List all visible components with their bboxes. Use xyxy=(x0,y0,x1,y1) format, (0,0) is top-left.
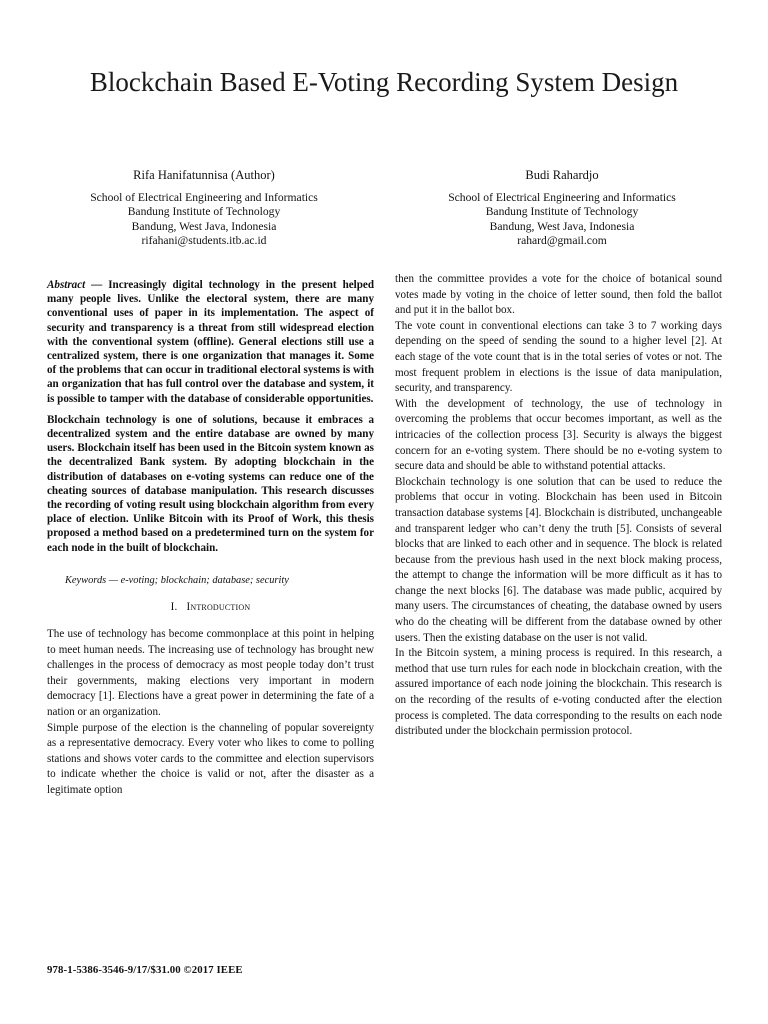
body-paragraph: With the development of technology, the use of technology in overcoming the problems that occur becomes important, as well as the intricacies of the collection process [3]. Security is always the biggest concern for an e-voting system. There should be no e-voting system to secure data and should be able to withstand potential attacks. xyxy=(395,397,722,473)
author-institution: Bandung Institute of Technology xyxy=(127,205,281,218)
copyright-footer: 978-1-5386-3546-9/17/$31.00 ©2017 IEEE xyxy=(47,964,243,976)
body-paragraph: Blockchain technology is one solution that can be used to reduce the problems that occur in voting. Blockchain has been used in Bitcoin transaction database systems [4]. Blockchain is distributed, unchangeable and transparent ledger who can’t deny the truth [5]. Consists of several blocks that are linked to each other and in sequence. The block is related because from the previous hash used in the next block making process, the attempt to change the information will be more difficult as it has to change the next blocks [6]. The database was made public, acquired by many users. The circumstances of cheating, the database owned by users who do the cheating will be different from the database owned by other users. Then the existing database on the user is not valid. xyxy=(395,475,722,644)
author-institution: Bandung Institute of Technology xyxy=(485,205,639,218)
author-email: rifahani@students.itb.ac.id xyxy=(141,234,267,247)
author-email: rahard@gmail.com xyxy=(517,234,607,247)
abstract-paragraph-2: Blockchain technology is one of solutions, because it embraces a decentralized system and the entire database are owned by many users. Blockchain itself has been used in the Bitcoin system known as the decentralized Bank system. By adopting blockchain in the distribution of databases on e-voting systems can reduce one of the cheating sources of database manipulation. This research discusses the recording of voting result using blockchain algorithm from every place of election. Unlike Bitcoin with its Proof of Work, this thesis proposed a method based on a predetermined turn on the system for each node in the built of blockchain. xyxy=(47,413,374,554)
left-column xyxy=(47,278,374,799)
body-paragraph: The vote count in conventional elections can take 3 to 7 working days depending on the speed of sending the sound to a higher level [2]. At each stage of the vote count that is in the total series of votes or not. The most frequent problem in elections is the issue of data manipulation, security, and transparency. xyxy=(395,319,722,395)
author-block-2 xyxy=(412,168,712,249)
section-heading xyxy=(47,600,374,616)
right-column xyxy=(395,272,722,740)
section-number: I. xyxy=(170,601,178,614)
author-location: Bandung, West Java, Indonesia xyxy=(489,219,635,233)
body-paragraph: Simple purpose of the election is the channeling of popular sovereignty as a representative democracy. Every voter who likes to come to polling stations and shows voter cards to the committee and election supervisors to indicate whether the choice is valid or not, after the disaster as a legitimate option xyxy=(47,721,374,796)
section-title: Introduction xyxy=(186,601,251,614)
body-paragraph: then the committee provides a vote for the choice of botanical sound votes made by voting in the choice of letter sound, then fold the ballot and put it in the ballot box. xyxy=(395,273,722,317)
paper-title: Blockchain Based E-Voting Recording System Design xyxy=(89,67,679,97)
author-block-1 xyxy=(54,168,354,249)
abstract-label: Abstract xyxy=(47,279,86,291)
author-location: Bandung, West Java, Indonesia xyxy=(131,219,277,233)
body-paragraph: In the Bitcoin system, a mining process is required. In this research, a method that use turn rules for each node in blockchain creation, with the assured importance of each node joining the blockchain. This research is on the recording of the results of e-voting conducted after the election process is completed. The data corresponding to the results on each node distributed under the blockchain permission protocol. xyxy=(395,647,722,738)
body-paragraph: The use of technology has become commonplace at this point in helping to meet human needs. The increasing use of technology has brought new challenges in the process of democracy as most people today don’t trust their governments, making elections very important in modern democracy [1]. Elections have a great power in determining the fate of a nation or an organization. xyxy=(47,628,374,719)
abstract-dash: — xyxy=(85,279,109,291)
author-name: Budi Rahardjo xyxy=(525,168,599,182)
author-department: School of Electrical Engineering and Informatics xyxy=(90,190,318,204)
keywords: Keywords — e-voting; blockchain; database; security xyxy=(65,574,289,586)
abstract-text: Increasingly digital technology in the present helped many people lives. Unlike the electoral system, there are many conventional uses of paper in its implementation. The aspect of security and transparency is a threat from still widespread election with the conventional system (offline). General elections still use a centralized system, there is one organization that manages it. Some of the problems that can occur in traditional electoral systems is with an organization that has full control over the database and system, it is possible to tamper with the database of considerable opportunities. xyxy=(47,279,375,405)
author-name: Rifa Hanifatunnisa (Author) xyxy=(133,168,275,182)
abstract-paragraph xyxy=(47,278,374,406)
author-department: School of Electrical Engineering and Informatics xyxy=(448,190,676,204)
